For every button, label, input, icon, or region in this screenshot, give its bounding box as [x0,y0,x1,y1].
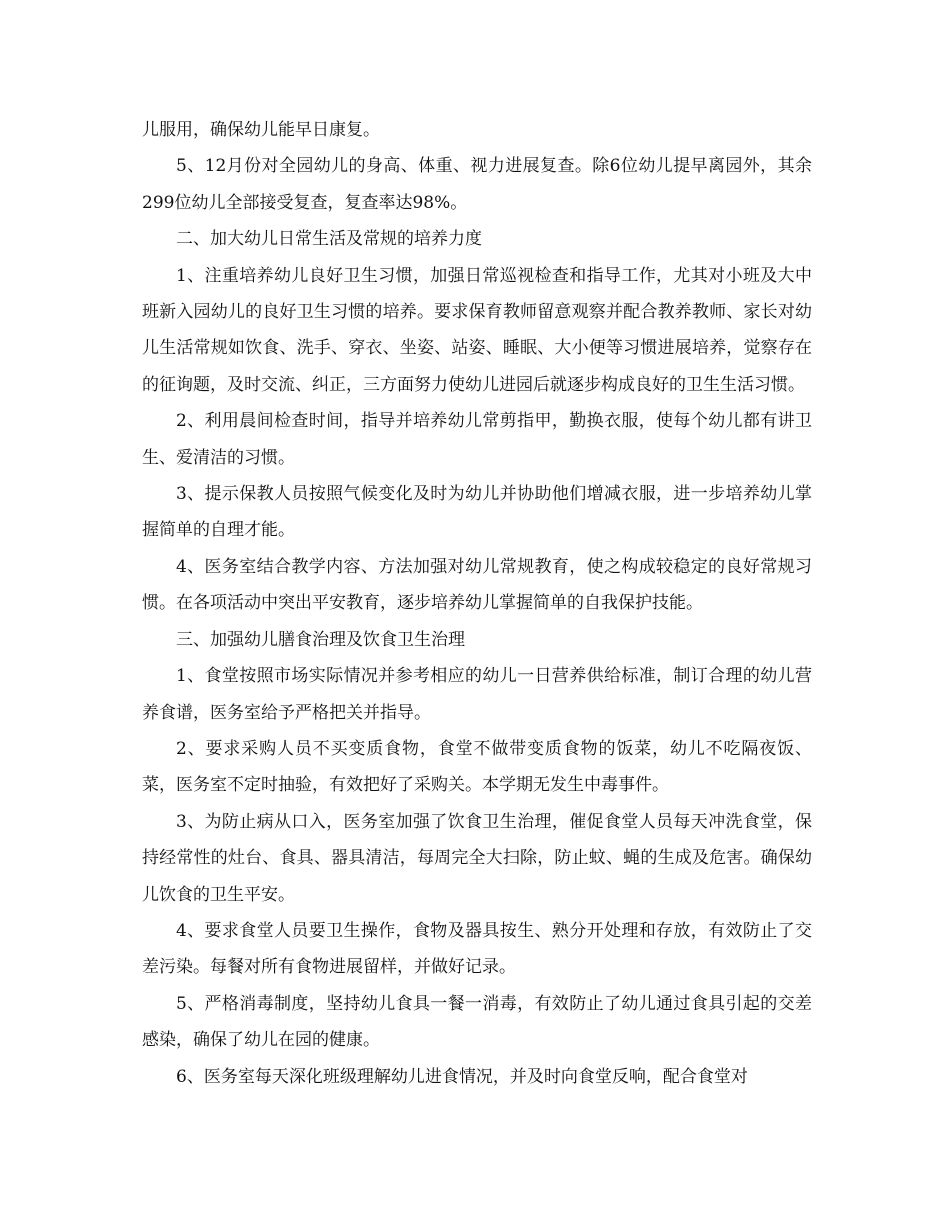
paragraph-item-5-disinfection: 5、严格消毒制度，坚持幼儿食具一餐一消毒，有效防止了幼儿通过食具引起的交差感染，确保了幼儿在园的健康。 [142,993,812,1051]
section-heading-3: 三、加强幼儿膳食治理及饮食卫生治理 [176,629,465,650]
paragraph-continuation: 儿服用，确保幼儿能早日康复。 [142,120,380,140]
paragraph-item-4-routine: 4、医务室结合教学内容、方法加强对幼儿常规教育，使之构成较稳定的良好常规习惯。在各项活动中突出平安教育，逐步培养幼儿掌握简单的自我保护技能。 [142,556,812,614]
paragraph-item-2-procurement: 2、要求采购人员不买变质食物，食堂不做带变质食物的饭菜，幼儿不吃隔夜饭、菜，医务室不定时抽验，有效把好了采购关。本学期无发生中毒事件。 [142,738,812,796]
document-body [142,112,812,1095]
paragraph-item-6-feedback: 6、医务室每天深化班级理解幼儿进食情况，并及时向食堂反响，配合食堂对 [176,1066,748,1087]
paragraph-item-5-recheck: 5、12月份对全园幼儿的身高、体重、视力进展复查。除6位幼儿提早离园外，其余299位幼儿全部接受复查，复查率达98%。 [142,156,812,213]
paragraph-item-3-canteen-hygiene: 3、为防止病从口入，医务室加强了饮食卫生治理，催促食堂人员每天冲洗食堂，保持经常性的灶台、食具、器具清洁，每周完全大扫除，防止蚊、蝇的生成及危害。确保幼儿饮食的卫生平安。 [142,811,812,905]
paragraph-item-2-morning-check: 2、利用晨间检查时间，指导并培养幼儿常剪指甲，勤换衣服，使每个幼儿都有讲卫生、爱清洁的习惯。 [142,411,812,468]
paragraph-item-4-food-handling: 4、要求食堂人员要卫生操作，食物及器具按生、熟分开处理和存放，有效防止了交差污染。每餐对所有食物进展留样，并做好记录。 [142,920,812,978]
paragraph-item-1-hygiene: 1、注重培养幼儿良好卫生习惯，加强日常巡视检查和指导工作，尤其对小班及大中班新入园幼儿的良好卫生习惯的培养。要求保育教师留意观察并配合教养教师、家长对幼儿生活常规如饮食、洗手、穿衣、坐姿、站姿、睡眠、大小便等习惯进展培养，觉察存在的征询题，及时交流、纠正，三方面努力使幼儿进园后就逐步构成良好的卫生生活习惯。 [142,265,812,395]
paragraph-item-1-menu: 1、食堂按照市场实际情况并参考相应的幼儿一日营养供给标准，制订合理的幼儿营养食谱，医务室给予严格把关并指导。 [142,666,812,723]
section-heading-2: 二、加大幼儿日常生活及常规的培养力度 [176,229,482,250]
paragraph-item-3-clothing: 3、提示保教人员按照气候变化及时为幼儿并协助他们增减衣服，进一步培养幼儿掌握简单的自理才能。 [142,484,812,541]
